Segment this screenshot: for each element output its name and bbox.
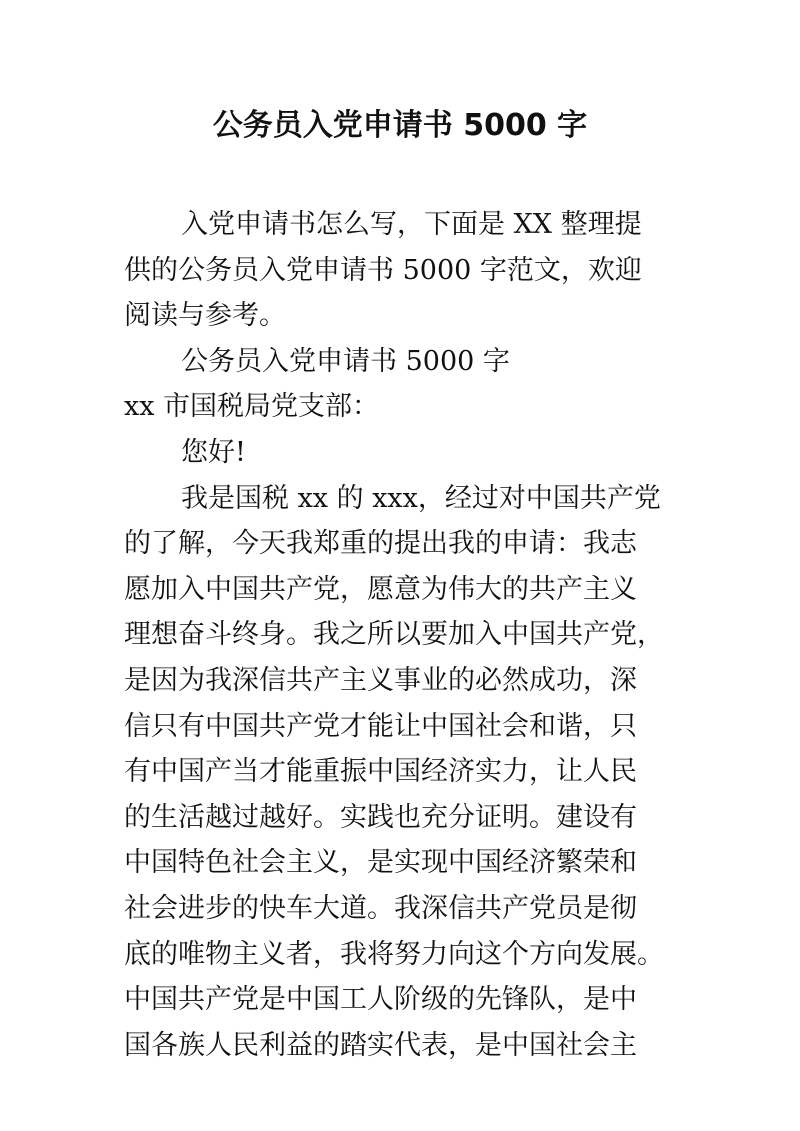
paragraph-line: 理想奋斗终身。我之所以要加入中国共产党，: [124, 619, 664, 651]
letter-recipient: xx 市国税局党支部：: [124, 391, 380, 423]
paragraph-line: 底的唯物主义者，我将努力向这个方向发展。: [124, 938, 664, 970]
document-title: 公务员入党申请书 5000 字: [212, 108, 588, 143]
paragraph-line: 愿加入中国共产党，愿意为伟大的共产主义: [124, 573, 637, 605]
paragraph-line: 国各族人民利益的踏实代表，是中国社会主: [124, 1029, 637, 1061]
paragraph-line: 的了解，今天我郑重的提出我的申请：我志: [124, 528, 637, 560]
paragraph-line: 入党申请书怎么写，下面是 XX 整理提: [181, 209, 642, 240]
paragraph-line: 是因为我深信共产主义事业的必然成功，深: [124, 664, 637, 696]
paragraph-line: 供的公务员入党申请书 5000 字范文，欢迎: [124, 254, 642, 286]
paragraph-line: 中国共产党是中国工人阶级的先锋队，是中: [124, 984, 637, 1016]
letter-greeting: 您好!: [181, 436, 246, 468]
paragraph-line: 阅读与参考。: [124, 300, 286, 332]
paragraph-line: 有中国产当才能重振中国经济实力，让人民: [124, 756, 637, 788]
paragraph-line: 中国特色社会主义，是实现中国经济繁荣和: [124, 847, 637, 879]
paragraph-line: 的生活越过越好。实践也充分证明。建设有: [124, 801, 637, 833]
paragraph-line: 我是国税 xx 的 xxx，经过对中国共产党: [181, 482, 661, 514]
document-body: [124, 202, 684, 1068]
section-heading: 公务员入党申请书 5000 字: [181, 345, 510, 377]
paragraph-line: 信只有中国共产党才能让中国社会和谐，只: [124, 710, 637, 742]
paragraph-line: 社会进步的快车大道。我深信共产党员是彻: [124, 892, 637, 924]
